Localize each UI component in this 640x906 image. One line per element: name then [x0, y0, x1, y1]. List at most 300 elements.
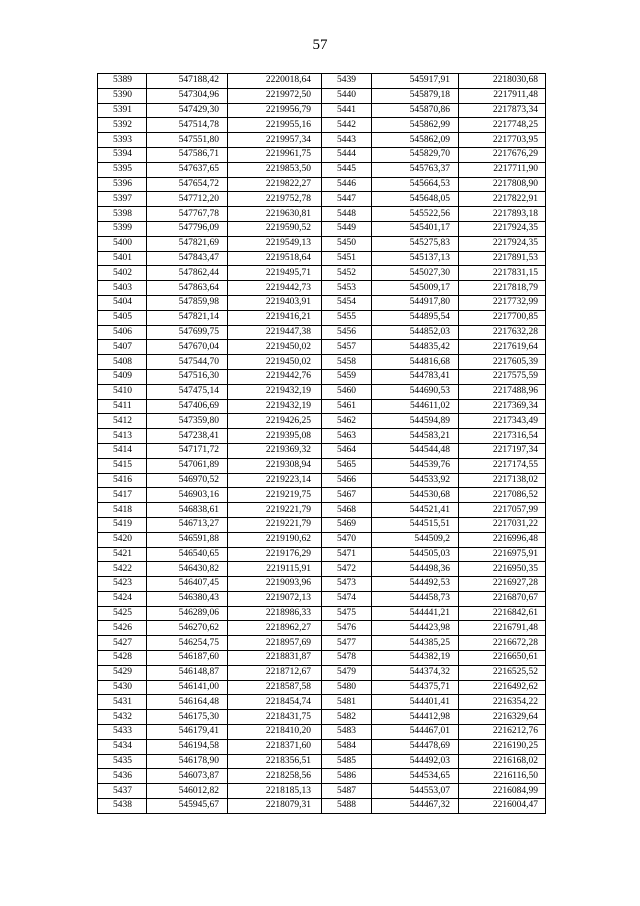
x-coordinate-cell: 547429,30 — [147, 103, 228, 118]
y-coordinate-cell: 2217676,29 — [459, 147, 546, 162]
point-number-cell: 5440 — [322, 88, 372, 103]
point-number-cell: 5449 — [322, 221, 372, 236]
table-row — [98, 177, 546, 192]
point-number-cell: 5442 — [322, 118, 372, 133]
table-row — [98, 606, 546, 621]
table-row — [98, 665, 546, 680]
point-number-cell: 5455 — [322, 310, 372, 325]
table-row — [98, 695, 546, 710]
y-coordinate-cell: 2218079,31 — [228, 799, 322, 814]
y-coordinate-cell: 2217808,90 — [459, 177, 546, 192]
x-coordinate-cell: 544492,03 — [372, 754, 459, 769]
y-coordinate-cell: 2217488,96 — [459, 384, 546, 399]
point-number-cell: 5479 — [322, 665, 372, 680]
y-coordinate-cell: 2219495,71 — [228, 266, 322, 281]
y-coordinate-cell: 2216084,99 — [459, 784, 546, 799]
point-number-cell: 5447 — [322, 192, 372, 207]
y-coordinate-cell: 2219442,73 — [228, 281, 322, 296]
table-row — [98, 369, 546, 384]
table-row — [98, 133, 546, 148]
y-coordinate-cell: 2217575,59 — [459, 369, 546, 384]
point-number-cell: 5466 — [322, 473, 372, 488]
y-coordinate-cell: 2217086,52 — [459, 488, 546, 503]
y-coordinate-cell: 2216525,52 — [459, 665, 546, 680]
point-number-cell: 5472 — [322, 562, 372, 577]
table-row — [98, 266, 546, 281]
point-number-cell: 5423 — [98, 577, 147, 592]
y-coordinate-cell: 2219416,21 — [228, 310, 322, 325]
point-number-cell: 5394 — [98, 147, 147, 162]
y-coordinate-cell: 2218712,67 — [228, 665, 322, 680]
y-coordinate-cell: 2218371,60 — [228, 739, 322, 754]
point-number-cell: 5457 — [322, 340, 372, 355]
x-coordinate-cell: 545137,13 — [372, 251, 459, 266]
y-coordinate-cell: 2219432,19 — [228, 384, 322, 399]
y-coordinate-cell: 2219450,02 — [228, 340, 322, 355]
y-coordinate-cell: 2216791,48 — [459, 621, 546, 636]
point-number-cell: 5443 — [322, 133, 372, 148]
point-number-cell: 5476 — [322, 621, 372, 636]
point-number-cell: 5458 — [322, 355, 372, 370]
point-number-cell: 5444 — [322, 147, 372, 162]
y-coordinate-cell: 2219432,19 — [228, 399, 322, 414]
table-row — [98, 340, 546, 355]
point-number-cell: 5404 — [98, 295, 147, 310]
x-coordinate-cell: 545945,67 — [147, 799, 228, 814]
table-row — [98, 384, 546, 399]
x-coordinate-cell: 544534,65 — [372, 769, 459, 784]
table-row — [98, 236, 546, 251]
x-coordinate-cell: 546407,45 — [147, 577, 228, 592]
y-coordinate-cell: 2216492,62 — [459, 680, 546, 695]
x-coordinate-cell: 546380,43 — [147, 591, 228, 606]
table-row — [98, 754, 546, 769]
point-number-cell: 5452 — [322, 266, 372, 281]
point-number-cell: 5436 — [98, 769, 147, 784]
y-coordinate-cell: 2219223,14 — [228, 473, 322, 488]
y-coordinate-cell: 2218587,58 — [228, 680, 322, 695]
y-coordinate-cell: 2218957,69 — [228, 636, 322, 651]
y-coordinate-cell: 2219450,02 — [228, 355, 322, 370]
table-row — [98, 429, 546, 444]
table-row — [98, 295, 546, 310]
point-number-cell: 5393 — [98, 133, 147, 148]
y-coordinate-cell: 2217057,99 — [459, 503, 546, 518]
y-coordinate-cell: 2217924,35 — [459, 236, 546, 251]
y-coordinate-cell: 2216168,02 — [459, 754, 546, 769]
x-coordinate-cell: 547238,41 — [147, 429, 228, 444]
table-row — [98, 769, 546, 784]
table-row — [98, 310, 546, 325]
x-coordinate-cell: 547586,71 — [147, 147, 228, 162]
y-coordinate-cell: 2218986,33 — [228, 606, 322, 621]
point-number-cell: 5417 — [98, 488, 147, 503]
point-number-cell: 5460 — [322, 384, 372, 399]
x-coordinate-cell: 547654,72 — [147, 177, 228, 192]
table-row — [98, 192, 546, 207]
point-number-cell: 5431 — [98, 695, 147, 710]
y-coordinate-cell: 2219957,34 — [228, 133, 322, 148]
y-coordinate-cell: 2219221,79 — [228, 503, 322, 518]
point-number-cell: 5456 — [322, 325, 372, 340]
y-coordinate-cell: 2218030,68 — [459, 74, 546, 89]
point-number-cell: 5465 — [322, 458, 372, 473]
x-coordinate-cell: 544382,19 — [372, 651, 459, 666]
table-row — [98, 503, 546, 518]
x-coordinate-cell: 547699,75 — [147, 325, 228, 340]
x-coordinate-cell: 547516,30 — [147, 369, 228, 384]
point-number-cell: 5395 — [98, 162, 147, 177]
point-number-cell: 5453 — [322, 281, 372, 296]
coordinates-table-body — [98, 74, 546, 814]
y-coordinate-cell: 2219369,32 — [228, 443, 322, 458]
x-coordinate-cell: 547359,80 — [147, 414, 228, 429]
y-coordinate-cell: 2216672,28 — [459, 636, 546, 651]
y-coordinate-cell: 2217031,22 — [459, 517, 546, 532]
y-coordinate-cell: 2217818,79 — [459, 281, 546, 296]
table-row — [98, 739, 546, 754]
y-coordinate-cell: 2217700,85 — [459, 310, 546, 325]
x-coordinate-cell: 546289,06 — [147, 606, 228, 621]
x-coordinate-cell: 546903,16 — [147, 488, 228, 503]
x-coordinate-cell: 544539,76 — [372, 458, 459, 473]
table-row — [98, 517, 546, 532]
table-row — [98, 473, 546, 488]
y-coordinate-cell: 2217711,90 — [459, 162, 546, 177]
y-coordinate-cell: 2217873,34 — [459, 103, 546, 118]
point-number-cell: 5416 — [98, 473, 147, 488]
x-coordinate-cell: 546178,90 — [147, 754, 228, 769]
y-coordinate-cell: 2217369,34 — [459, 399, 546, 414]
point-number-cell: 5464 — [322, 443, 372, 458]
x-coordinate-cell: 546141,00 — [147, 680, 228, 695]
point-number-cell: 5427 — [98, 636, 147, 651]
table-row — [98, 651, 546, 666]
y-coordinate-cell: 2219518,64 — [228, 251, 322, 266]
x-coordinate-cell: 546970,52 — [147, 473, 228, 488]
point-number-cell: 5400 — [98, 236, 147, 251]
x-coordinate-cell: 546148,87 — [147, 665, 228, 680]
x-coordinate-cell: 544509,2 — [372, 532, 459, 547]
point-number-cell: 5448 — [322, 207, 372, 222]
x-coordinate-cell: 544375,71 — [372, 680, 459, 695]
x-coordinate-cell: 547712,20 — [147, 192, 228, 207]
x-coordinate-cell: 547544,70 — [147, 355, 228, 370]
x-coordinate-cell: 544498,36 — [372, 562, 459, 577]
point-number-cell: 5428 — [98, 651, 147, 666]
y-coordinate-cell: 2217748,25 — [459, 118, 546, 133]
table-row — [98, 621, 546, 636]
x-coordinate-cell: 545009,17 — [372, 281, 459, 296]
x-coordinate-cell: 545027,30 — [372, 266, 459, 281]
y-coordinate-cell: 2217316,54 — [459, 429, 546, 444]
y-coordinate-cell: 2216004,47 — [459, 799, 546, 814]
point-number-cell: 5425 — [98, 606, 147, 621]
point-number-cell: 5390 — [98, 88, 147, 103]
point-number-cell: 5432 — [98, 710, 147, 725]
point-number-cell: 5441 — [322, 103, 372, 118]
y-coordinate-cell: 2216190,25 — [459, 739, 546, 754]
point-number-cell: 5475 — [322, 606, 372, 621]
table-row — [98, 103, 546, 118]
x-coordinate-cell: 545870,86 — [372, 103, 459, 118]
y-coordinate-cell: 2216996,48 — [459, 532, 546, 547]
x-coordinate-cell: 544505,03 — [372, 547, 459, 562]
y-coordinate-cell: 2219822,27 — [228, 177, 322, 192]
x-coordinate-cell: 544467,32 — [372, 799, 459, 814]
point-number-cell: 5391 — [98, 103, 147, 118]
x-coordinate-cell: 546073,87 — [147, 769, 228, 784]
x-coordinate-cell: 546254,75 — [147, 636, 228, 651]
x-coordinate-cell: 546012,82 — [147, 784, 228, 799]
point-number-cell: 5434 — [98, 739, 147, 754]
point-number-cell: 5459 — [322, 369, 372, 384]
table-row — [98, 355, 546, 370]
point-number-cell: 5471 — [322, 547, 372, 562]
y-coordinate-cell: 2216842,61 — [459, 606, 546, 621]
x-coordinate-cell: 545917,91 — [372, 74, 459, 89]
x-coordinate-cell: 544553,07 — [372, 784, 459, 799]
table-row — [98, 710, 546, 725]
x-coordinate-cell: 544441,21 — [372, 606, 459, 621]
y-coordinate-cell: 2217138,02 — [459, 473, 546, 488]
point-number-cell: 5482 — [322, 710, 372, 725]
y-coordinate-cell: 2216975,91 — [459, 547, 546, 562]
table-row — [98, 118, 546, 133]
y-coordinate-cell: 2219403,91 — [228, 295, 322, 310]
point-number-cell: 5410 — [98, 384, 147, 399]
y-coordinate-cell: 2217343,49 — [459, 414, 546, 429]
point-number-cell: 5414 — [98, 443, 147, 458]
x-coordinate-cell: 544583,21 — [372, 429, 459, 444]
point-number-cell: 5461 — [322, 399, 372, 414]
point-number-cell: 5397 — [98, 192, 147, 207]
y-coordinate-cell: 2219961,75 — [228, 147, 322, 162]
y-coordinate-cell: 2217605,39 — [459, 355, 546, 370]
table-row — [98, 221, 546, 236]
x-coordinate-cell: 545648,05 — [372, 192, 459, 207]
y-coordinate-cell: 2219176,29 — [228, 547, 322, 562]
x-coordinate-cell: 545862,99 — [372, 118, 459, 133]
y-coordinate-cell: 2219115,91 — [228, 562, 322, 577]
page-number: 57 — [312, 37, 328, 53]
table-row — [98, 74, 546, 89]
y-coordinate-cell: 2219442,76 — [228, 369, 322, 384]
y-coordinate-cell: 2218454,74 — [228, 695, 322, 710]
y-coordinate-cell: 2217703,95 — [459, 133, 546, 148]
point-number-cell: 5415 — [98, 458, 147, 473]
point-number-cell: 5435 — [98, 754, 147, 769]
table-row — [98, 147, 546, 162]
x-coordinate-cell: 547821,69 — [147, 236, 228, 251]
x-coordinate-cell: 547475,14 — [147, 384, 228, 399]
point-number-cell: 5422 — [98, 562, 147, 577]
x-coordinate-cell: 544611,02 — [372, 399, 459, 414]
x-coordinate-cell: 544467,01 — [372, 725, 459, 740]
x-coordinate-cell: 544917,80 — [372, 295, 459, 310]
point-number-cell: 5439 — [322, 74, 372, 89]
x-coordinate-cell: 544594,89 — [372, 414, 459, 429]
y-coordinate-cell: 2217732,99 — [459, 295, 546, 310]
y-coordinate-cell: 2219072,13 — [228, 591, 322, 606]
x-coordinate-cell: 547406,69 — [147, 399, 228, 414]
y-coordinate-cell: 2219752,78 — [228, 192, 322, 207]
x-coordinate-cell: 545522,56 — [372, 207, 459, 222]
x-coordinate-cell: 544852,03 — [372, 325, 459, 340]
x-coordinate-cell: 545829,70 — [372, 147, 459, 162]
table-row — [98, 414, 546, 429]
table-row — [98, 532, 546, 547]
y-coordinate-cell: 2216870,67 — [459, 591, 546, 606]
point-number-cell: 5420 — [98, 532, 147, 547]
point-number-cell: 5488 — [322, 799, 372, 814]
point-number-cell: 5399 — [98, 221, 147, 236]
x-coordinate-cell: 545401,17 — [372, 221, 459, 236]
y-coordinate-cell: 2217891,53 — [459, 251, 546, 266]
point-number-cell: 5401 — [98, 251, 147, 266]
point-number-cell: 5462 — [322, 414, 372, 429]
point-number-cell: 5407 — [98, 340, 147, 355]
point-number-cell: 5408 — [98, 355, 147, 370]
x-coordinate-cell: 547188,42 — [147, 74, 228, 89]
point-number-cell: 5430 — [98, 680, 147, 695]
table-row — [98, 207, 546, 222]
x-coordinate-cell: 544521,41 — [372, 503, 459, 518]
x-coordinate-cell: 547796,09 — [147, 221, 228, 236]
y-coordinate-cell: 2216354,22 — [459, 695, 546, 710]
y-coordinate-cell: 2217174,55 — [459, 458, 546, 473]
table-row — [98, 547, 546, 562]
x-coordinate-cell: 544458,73 — [372, 591, 459, 606]
x-coordinate-cell: 546540,65 — [147, 547, 228, 562]
y-coordinate-cell: 2218258,56 — [228, 769, 322, 784]
x-coordinate-cell: 544374,32 — [372, 665, 459, 680]
x-coordinate-cell: 544690,53 — [372, 384, 459, 399]
y-coordinate-cell: 2217632,28 — [459, 325, 546, 340]
y-coordinate-cell: 2219955,16 — [228, 118, 322, 133]
point-number-cell: 5483 — [322, 725, 372, 740]
table-row — [98, 636, 546, 651]
x-coordinate-cell: 546713,27 — [147, 517, 228, 532]
point-number-cell: 5409 — [98, 369, 147, 384]
x-coordinate-cell: 547843,47 — [147, 251, 228, 266]
point-number-cell: 5405 — [98, 310, 147, 325]
x-coordinate-cell: 545664,53 — [372, 177, 459, 192]
point-number-cell: 5450 — [322, 236, 372, 251]
x-coordinate-cell: 547670,04 — [147, 340, 228, 355]
point-number-cell: 5481 — [322, 695, 372, 710]
point-number-cell: 5445 — [322, 162, 372, 177]
x-coordinate-cell: 544530,68 — [372, 488, 459, 503]
table-row — [98, 458, 546, 473]
y-coordinate-cell: 2220018,64 — [228, 74, 322, 89]
x-coordinate-cell: 544492,53 — [372, 577, 459, 592]
x-coordinate-cell: 544515,51 — [372, 517, 459, 532]
y-coordinate-cell: 2219447,38 — [228, 325, 322, 340]
point-number-cell: 5389 — [98, 74, 147, 89]
table-row — [98, 88, 546, 103]
table-row — [98, 443, 546, 458]
y-coordinate-cell: 2216650,61 — [459, 651, 546, 666]
x-coordinate-cell: 544544,48 — [372, 443, 459, 458]
x-coordinate-cell: 544533,92 — [372, 473, 459, 488]
y-coordinate-cell: 2218831,87 — [228, 651, 322, 666]
x-coordinate-cell: 546591,88 — [147, 532, 228, 547]
x-coordinate-cell: 544895,54 — [372, 310, 459, 325]
y-coordinate-cell: 2217911,48 — [459, 88, 546, 103]
y-coordinate-cell: 2216212,76 — [459, 725, 546, 740]
point-number-cell: 5470 — [322, 532, 372, 547]
point-number-cell: 5463 — [322, 429, 372, 444]
y-coordinate-cell: 2218356,51 — [228, 754, 322, 769]
y-coordinate-cell: 2219221,79 — [228, 517, 322, 532]
y-coordinate-cell: 2219308,94 — [228, 458, 322, 473]
x-coordinate-cell: 547514,78 — [147, 118, 228, 133]
y-coordinate-cell: 2217831,15 — [459, 266, 546, 281]
point-number-cell: 5402 — [98, 266, 147, 281]
x-coordinate-cell: 547061,89 — [147, 458, 228, 473]
point-number-cell: 5403 — [98, 281, 147, 296]
point-number-cell: 5419 — [98, 517, 147, 532]
x-coordinate-cell: 547863,64 — [147, 281, 228, 296]
x-coordinate-cell: 545879,18 — [372, 88, 459, 103]
x-coordinate-cell: 547767,78 — [147, 207, 228, 222]
x-coordinate-cell: 546430,82 — [147, 562, 228, 577]
point-number-cell: 5396 — [98, 177, 147, 192]
point-number-cell: 5418 — [98, 503, 147, 518]
x-coordinate-cell: 544478,69 — [372, 739, 459, 754]
table-row — [98, 562, 546, 577]
point-number-cell: 5480 — [322, 680, 372, 695]
x-coordinate-cell: 547304,96 — [147, 88, 228, 103]
x-coordinate-cell: 546270,62 — [147, 621, 228, 636]
point-number-cell: 5426 — [98, 621, 147, 636]
x-coordinate-cell: 544401,41 — [372, 695, 459, 710]
x-coordinate-cell: 545763,37 — [372, 162, 459, 177]
x-coordinate-cell: 546179,41 — [147, 725, 228, 740]
table-row — [98, 784, 546, 799]
point-number-cell: 5487 — [322, 784, 372, 799]
y-coordinate-cell: 2219093,96 — [228, 577, 322, 592]
x-coordinate-cell: 544385,25 — [372, 636, 459, 651]
y-coordinate-cell: 2219549,13 — [228, 236, 322, 251]
x-coordinate-cell: 547551,80 — [147, 133, 228, 148]
table-row — [98, 488, 546, 503]
table-row — [98, 281, 546, 296]
y-coordinate-cell: 2216116,50 — [459, 769, 546, 784]
point-number-cell: 5478 — [322, 651, 372, 666]
x-coordinate-cell: 547862,44 — [147, 266, 228, 281]
point-number-cell: 5412 — [98, 414, 147, 429]
point-number-cell: 5406 — [98, 325, 147, 340]
y-coordinate-cell: 2218431,75 — [228, 710, 322, 725]
y-coordinate-cell: 2219972,50 — [228, 88, 322, 103]
y-coordinate-cell: 2217619,64 — [459, 340, 546, 355]
y-coordinate-cell: 2219395,08 — [228, 429, 322, 444]
x-coordinate-cell: 546164,48 — [147, 695, 228, 710]
point-number-cell: 5437 — [98, 784, 147, 799]
point-number-cell: 5438 — [98, 799, 147, 814]
point-number-cell: 5484 — [322, 739, 372, 754]
x-coordinate-cell: 544412,98 — [372, 710, 459, 725]
point-number-cell: 5398 — [98, 207, 147, 222]
y-coordinate-cell: 2219190,62 — [228, 532, 322, 547]
y-coordinate-cell: 2218962,27 — [228, 621, 322, 636]
x-coordinate-cell: 545275,83 — [372, 236, 459, 251]
table-row — [98, 725, 546, 740]
table-row — [98, 591, 546, 606]
point-number-cell: 5474 — [322, 591, 372, 606]
